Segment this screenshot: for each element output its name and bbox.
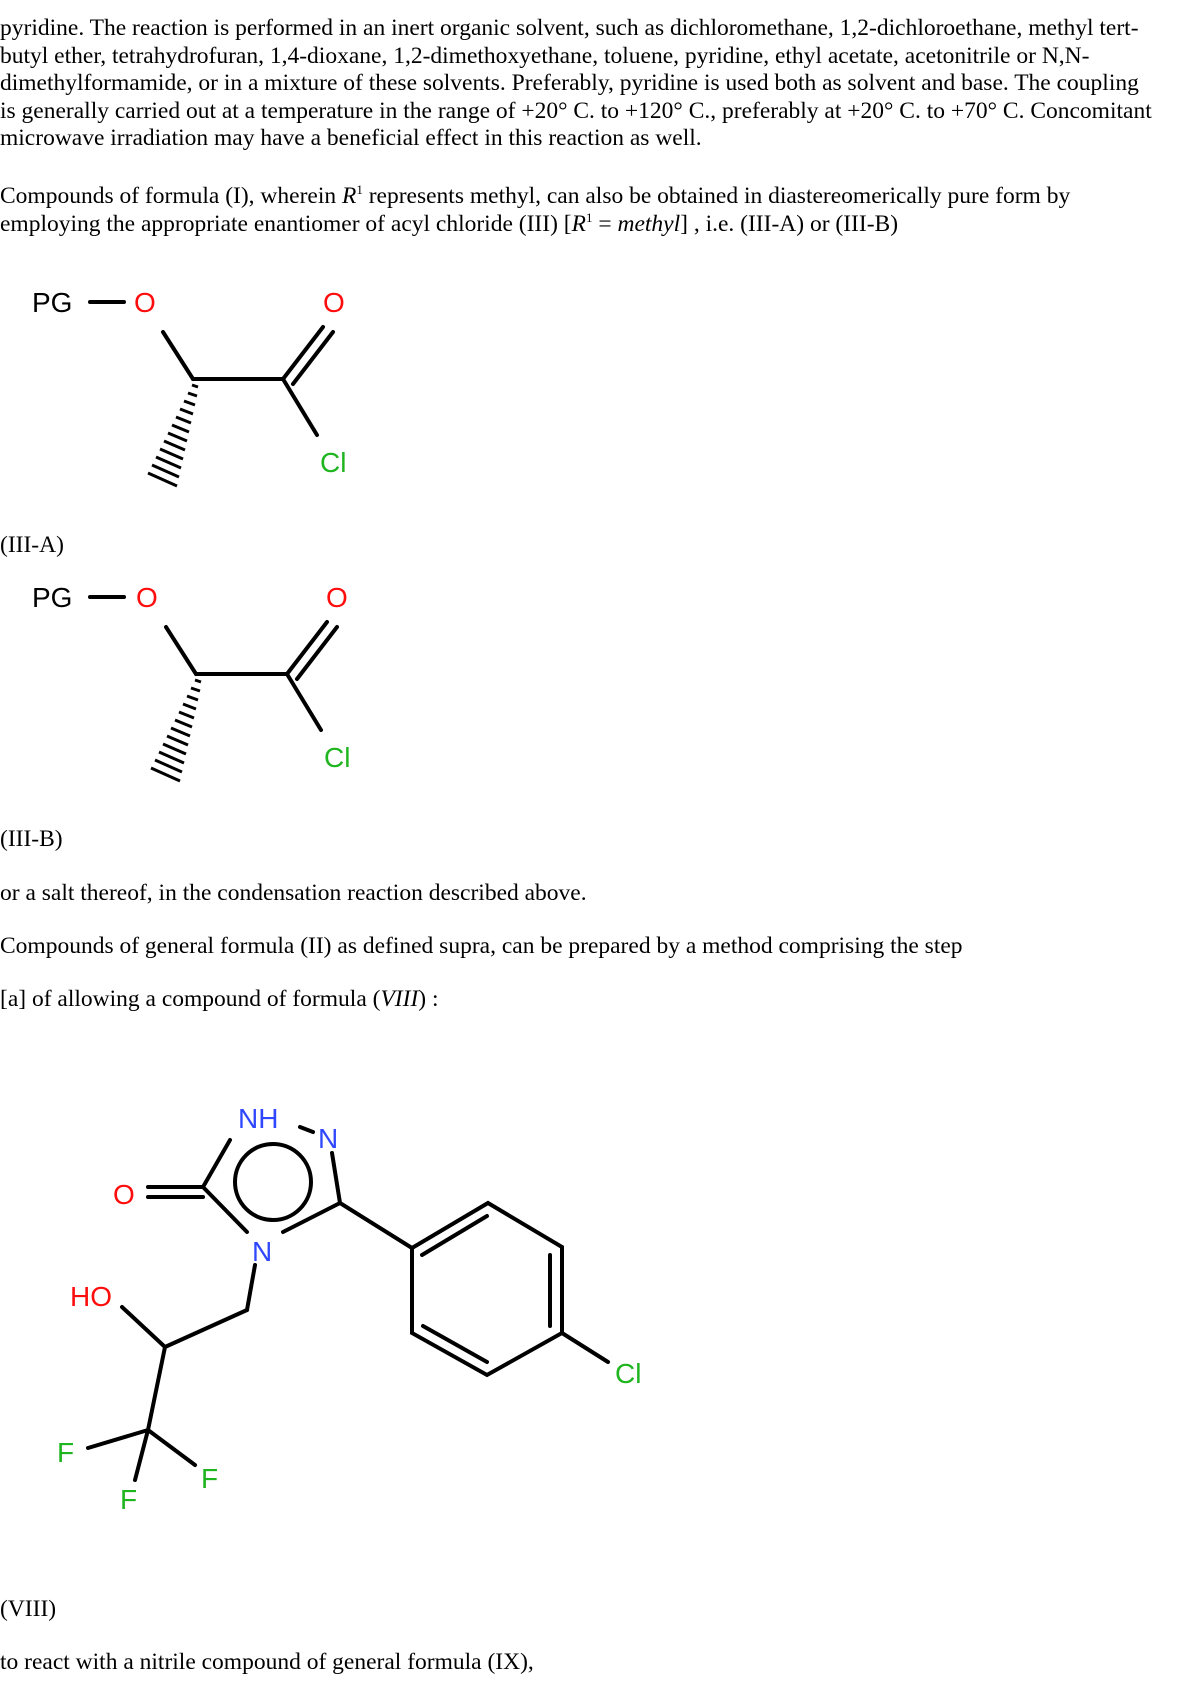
chlorine-label: Cl	[320, 447, 347, 478]
bond	[562, 1333, 608, 1362]
structure-III-A	[0, 275, 380, 510]
paragraph-step-a	[0, 986, 1160, 1014]
phenyl-ring	[412, 1203, 562, 1375]
oxygen-ether-label: O	[136, 582, 158, 613]
bond	[148, 1347, 165, 1430]
caption-III-B: (III-B)	[0, 826, 63, 852]
superscript: 1	[585, 209, 593, 225]
aromatic-ring-circle	[235, 1144, 311, 1220]
text-run: ) :	[418, 986, 439, 1012]
caption-VIII: (VIII)	[0, 1596, 57, 1622]
paragraph-formula-II: Compounds of general formula (II) as defined supra, can be prepared by a method comprising the step	[0, 933, 963, 959]
structure-VIII	[0, 1070, 700, 1530]
text-run: [a] of allowing a compound of formula (	[0, 986, 381, 1012]
nitrogen-substituted-label: N	[252, 1236, 273, 1267]
paragraph-nitrile: to react with a nitrile compound of general formula (IX),	[0, 1649, 534, 1675]
bond	[287, 674, 321, 730]
text-run: ] , i.e. (III-A) or (III-B)	[680, 210, 899, 237]
formula-number: VIII	[380, 986, 419, 1012]
superscript: 1	[356, 182, 363, 197]
paragraph-diastereomers	[0, 183, 1160, 238]
nitrogen-ring-label: N	[318, 1123, 339, 1154]
bond	[340, 1203, 412, 1248]
structure-III-B	[0, 570, 380, 805]
text-run: =	[592, 210, 618, 237]
hashed-wedge-bond	[151, 680, 201, 781]
hydroxyl-label: HO	[70, 1281, 112, 1312]
nh-label: NH	[238, 1103, 279, 1134]
pg-label: PG	[32, 287, 73, 318]
chlorine-label: Cl	[324, 742, 351, 773]
bond	[166, 627, 196, 674]
text-run: Compounds of formula (I), wherein	[0, 183, 342, 209]
r-symbol: R	[571, 210, 586, 237]
bond	[135, 1430, 148, 1480]
bond	[203, 1140, 230, 1187]
bond	[88, 1430, 148, 1448]
bond	[283, 1203, 340, 1232]
chlorine-label: Cl	[615, 1358, 642, 1389]
caption-III-A: (III-A)	[0, 532, 64, 558]
oxygen-carbonyl-label: O	[323, 287, 345, 318]
oxygen-carbonyl-label: O	[326, 582, 348, 613]
r-symbol: R	[341, 183, 357, 209]
bond	[203, 1187, 247, 1232]
fluorine-label: F	[120, 1484, 138, 1515]
fluorine-label: F	[57, 1437, 75, 1468]
methyl-term: methyl	[617, 210, 681, 237]
fluorine-label: F	[201, 1463, 219, 1494]
pg-label: PG	[32, 582, 73, 613]
hashed-wedge-bond	[148, 385, 198, 486]
text-run: represents methyl, can also be obtained in diastereomerically pure form by employing the appropriate enantiomer of acyl chloride (III) [	[0, 183, 1071, 237]
bond	[148, 1430, 195, 1465]
bond	[300, 1127, 313, 1132]
bond	[165, 1310, 247, 1347]
bond	[163, 332, 193, 379]
bond	[122, 1307, 165, 1347]
bond	[332, 1153, 340, 1203]
paragraph-solvents: pyridine. The reaction is performed in an inert organic solvent, such as dichloromethane, 1,2-dichloroethane, methyl tert-butyl ether, tetrahydrofuran, 1,4-dioxane, 1,2-dimethoxyethane, toluene, pyridine, ethyl acetate, acetonitrile or N,N-dimethylformamide, or in a mixture of these solvents. Preferably, pyridine is used both as solvent and base. The coupling is generally carried out at a temperature in the range of +20° C. to +120° C., preferably at +20° C. to +70° C. Concomitant microwave irradiation may have a beneficial effect in this reaction as well.	[0, 15, 1152, 152]
oxygen-label: O	[113, 1179, 135, 1210]
oxygen-ether-label: O	[134, 287, 156, 318]
paragraph-salt: or a salt thereof, in the condensation reaction described above.	[0, 880, 587, 906]
bond	[283, 379, 317, 435]
bond	[247, 1265, 255, 1310]
